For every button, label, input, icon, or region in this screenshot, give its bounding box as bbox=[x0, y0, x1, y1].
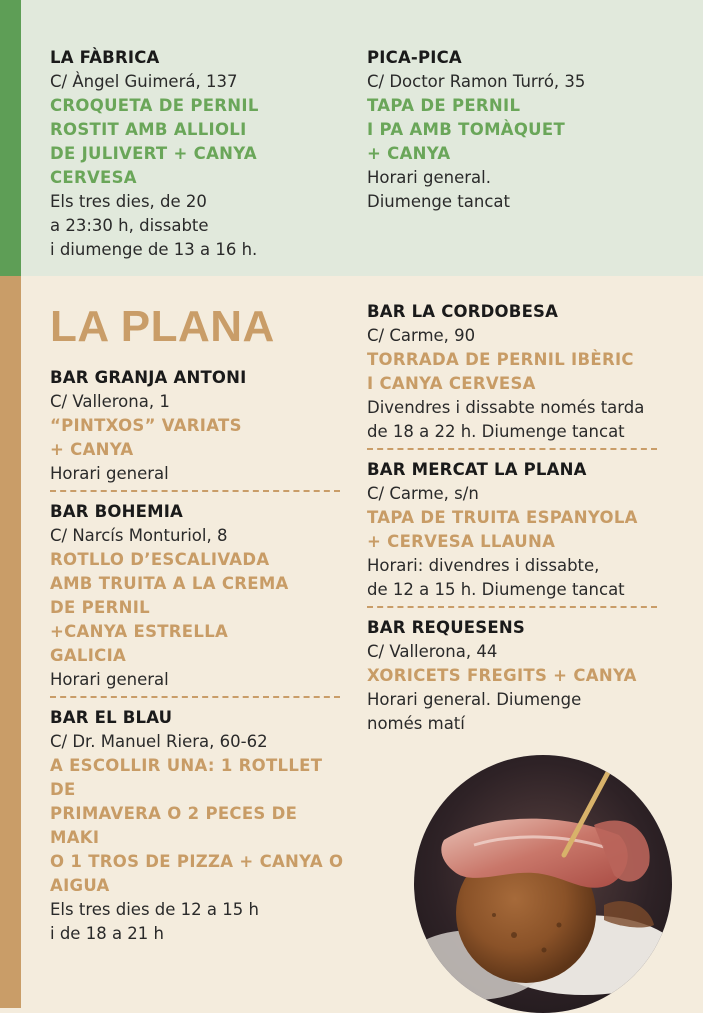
dashed-divider bbox=[50, 490, 340, 492]
section-title: LA PLANA bbox=[50, 302, 275, 351]
venue-offer: TAPA DE PERNIL I PA AMB TOMÀQUET + CANYA bbox=[367, 96, 566, 163]
dashed-divider bbox=[367, 448, 657, 450]
venue-name: BAR REQUESENS bbox=[367, 618, 525, 637]
right-column bbox=[367, 300, 667, 736]
venue-offer: TORRADA DE PERNIL IBÈRIC I CANYA CERVESA bbox=[367, 350, 634, 393]
venue-hours: Horari: divendres i dissabte, de 12 a 15 h. Diumenge tancat bbox=[367, 556, 625, 599]
venue-name: LA FÀBRICA bbox=[50, 48, 160, 67]
venue-hours: Horari general. Diumenge només matí bbox=[367, 690, 582, 733]
venue-bar-el-blau bbox=[50, 706, 350, 946]
venue-bar-la-cordobesa bbox=[367, 300, 667, 444]
venue-hours: Divendres i dissabte només tarda de 18 a 22 h. Diumenge tancat bbox=[367, 398, 645, 441]
venue-pica-pica bbox=[367, 46, 667, 214]
venue-bar-granja-antoni bbox=[50, 366, 350, 486]
dashed-divider bbox=[367, 606, 657, 608]
venue-name: BAR BOHEMIA bbox=[50, 502, 184, 521]
venue-address: C/ Vallerona, 44 bbox=[367, 642, 498, 661]
venue-address: C/ Doctor Ramon Turró, 35 bbox=[367, 72, 586, 91]
venue-address: C/ Carme, 90 bbox=[367, 326, 476, 345]
venue-hours: Horari general bbox=[50, 670, 169, 689]
venue-address: C/ Narcís Monturiol, 8 bbox=[50, 526, 228, 545]
venue-bar-mercat-la-plana bbox=[367, 458, 667, 602]
dashed-divider bbox=[50, 696, 340, 698]
venue-name: PICA-PICA bbox=[367, 48, 462, 67]
venue-address: C/ Dr. Manuel Riera, 60-62 bbox=[50, 732, 268, 751]
croquette-illustration bbox=[414, 755, 672, 1013]
venue-offer: ROTLLO D’ESCALIVADA AMB TRUITA A LA CREMA DE PERNIL +CANYA ESTRELLA GALICIA bbox=[50, 550, 289, 665]
venue-name: BAR MERCAT LA PLANA bbox=[367, 460, 587, 479]
venue-offer: CROQUETA DE PERNIL ROSTIT AMB ALLIOLI DE JULIVERT + CANYA CERVESA bbox=[50, 96, 259, 187]
croquette-photo bbox=[414, 755, 672, 1013]
green-side-bar bbox=[0, 0, 21, 276]
venue-address: C/ Àngel Guimerá, 137 bbox=[50, 72, 238, 91]
venue-offer: XORICETS FREGITS + CANYA bbox=[367, 666, 637, 685]
venue-offer: TAPA DE TRUITA ESPANYOLA + CERVESA LLAUNA bbox=[367, 508, 638, 551]
venue-address: C/ Vallerona, 1 bbox=[50, 392, 170, 411]
venue-address: C/ Carme, s/n bbox=[367, 484, 479, 503]
venue-hours: Horari general. Diumenge tancat bbox=[367, 168, 510, 211]
venue-la-fabrica bbox=[50, 46, 350, 262]
tan-side-bar bbox=[0, 276, 21, 1008]
venue-offer: A ESCOLLIR UNA: 1 ROTLLET DE PRIMAVERA O 2 PECES DE MAKI O 1 TROS DE PIZZA + CANYA O AIGUA bbox=[50, 756, 344, 895]
venue-bar-bohemia bbox=[50, 500, 350, 692]
top-section bbox=[0, 0, 703, 276]
venue-offer: “PINTXOS” VARIATS + CANYA bbox=[50, 416, 242, 459]
venue-bar-requesens bbox=[367, 616, 667, 736]
left-column bbox=[50, 302, 350, 946]
venue-hours: Els tres dies de 12 a 15 h i de 18 a 21 h bbox=[50, 900, 259, 943]
venue-name: BAR LA CORDOBESA bbox=[367, 302, 559, 321]
venue-name: BAR EL BLAU bbox=[50, 708, 173, 727]
venue-hours: Els tres dies, de 20 a 23:30 h, dissabte i diumenge de 13 a 16 h. bbox=[50, 192, 258, 259]
venue-hours: Horari general bbox=[50, 464, 169, 483]
venue-name: BAR GRANJA ANTONI bbox=[50, 368, 247, 387]
